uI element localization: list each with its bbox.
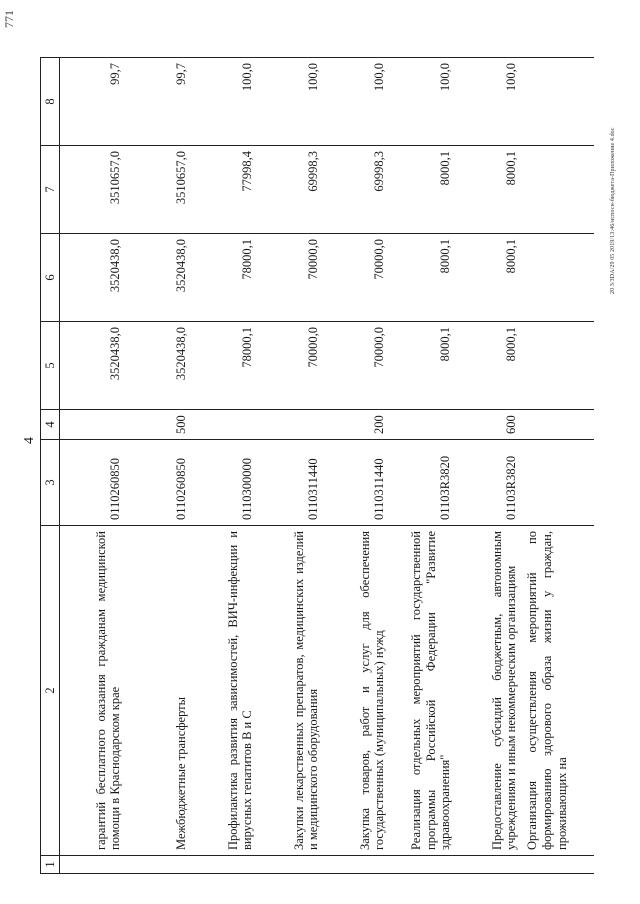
cell-expense-type: 500 — [126, 410, 192, 440]
table-row — [258, 58, 324, 874]
cell-amount-revised: 8000,1 — [390, 234, 456, 322]
table-header-row — [41, 58, 60, 874]
cell-amount-planned: 70000,0 — [324, 322, 390, 410]
table-row — [60, 58, 127, 874]
cell-index — [390, 856, 456, 874]
cell-index — [126, 856, 192, 874]
cell-amount-revised: 70000,0 — [258, 234, 324, 322]
page-number: 4 — [22, 437, 37, 444]
table-row — [522, 58, 594, 874]
cell-amount-executed — [522, 146, 594, 234]
cell-index — [258, 856, 324, 874]
cell-percent-executed: 100,0 — [192, 58, 258, 146]
cell-target-code — [522, 440, 594, 526]
cell-expense-type — [258, 410, 324, 440]
cell-amount-executed: 3510657,0 — [126, 146, 192, 234]
cell-amount-revised: 70000,0 — [324, 234, 390, 322]
table-row — [126, 58, 192, 874]
column-header: 6 — [41, 234, 60, 322]
cell-percent-executed: 100,0 — [324, 58, 390, 146]
cell-expense-type — [60, 410, 127, 440]
cell-expense-type — [192, 410, 258, 440]
cell-amount-planned: 3520438,0 — [126, 322, 192, 410]
cell-amount-planned: 70000,0 — [258, 322, 324, 410]
cell-amount-executed: 69998,3 — [258, 146, 324, 234]
column-header: 1 — [41, 856, 60, 874]
file-footer: 20 3/3DA/29 05 2019/13:46/испосн-бюджета-Приложение 4.doc — [610, 127, 616, 294]
cell-target-code: 0110260850 — [126, 440, 192, 526]
cell-amount-executed: 8000,1 — [390, 146, 456, 234]
cell-target-code: 01103R3820 — [456, 440, 522, 526]
cell-amount-planned: 8000,1 — [456, 322, 522, 410]
corner-mark: 771 — [2, 10, 16, 28]
cell-target-code: 0110311440 — [324, 440, 390, 526]
cell-expense-type — [390, 410, 456, 440]
column-header: 8 — [41, 58, 60, 146]
cell-percent-executed: 99,7 — [60, 58, 127, 146]
cell-percent-executed: 99,7 — [126, 58, 192, 146]
cell-index — [522, 856, 594, 874]
cell-amount-executed: 3510657,0 — [60, 146, 127, 234]
cell-amount-executed: 77998,4 — [192, 146, 258, 234]
column-header: 3 — [41, 440, 60, 526]
cell-amount-revised: 3520438,0 — [60, 234, 127, 322]
table-row — [192, 58, 258, 874]
cell-amount-revised: 8000,1 — [456, 234, 522, 322]
column-header: 5 — [41, 322, 60, 410]
cell-amount-revised — [522, 234, 594, 322]
cell-percent-executed: 100,0 — [456, 58, 522, 146]
cell-expense-type: 200 — [324, 410, 390, 440]
cell-name: Закупка товаров, работ и услуг для обеспечения государственных (муниципальных) нужд — [324, 526, 390, 856]
cell-amount-executed: 69998,3 — [324, 146, 390, 234]
cell-amount-revised: 78000,1 — [192, 234, 258, 322]
cell-amount-planned: 8000,1 — [390, 322, 456, 410]
cell-amount-planned: 78000,1 — [192, 322, 258, 410]
cell-expense-type — [522, 410, 594, 440]
cell-name: Предоставление субсидий бюджетным, автономным учреждениям и иным некоммерческим организациям — [456, 526, 522, 856]
column-header: 4 — [41, 410, 60, 440]
cell-percent-executed: 100,0 — [258, 58, 324, 146]
cell-percent-executed: 100,0 — [390, 58, 456, 146]
cell-index — [60, 856, 127, 874]
cell-name: Профилактика развития зависимостей, ВИЧ-инфекции и вирусных гепатитов В и С — [192, 526, 258, 856]
cell-name: Закупки лекарственных препаратов, медицинских изделий и медицинского оборудования — [258, 526, 324, 856]
table-row — [390, 58, 456, 874]
cell-index — [456, 856, 522, 874]
cell-percent-executed — [522, 58, 594, 146]
cell-expense-type: 600 — [456, 410, 522, 440]
table-row — [324, 58, 390, 874]
cell-name: Реализация отдельных мероприятий государственной программы Российской Федерации "Развитие здравоохранения" — [390, 526, 456, 856]
cell-name: Межбюджетные трансферты — [126, 526, 192, 856]
budget-table — [40, 57, 594, 874]
table-row — [456, 58, 522, 874]
cell-target-code: 0110300000 — [192, 440, 258, 526]
cell-name: гарантий бесплатного оказания гражданам медицинской помощи в Краснодарском крае — [60, 526, 127, 856]
cell-amount-planned: 3520438,0 — [60, 322, 127, 410]
cell-index — [324, 856, 390, 874]
cell-index — [192, 856, 258, 874]
column-header: 7 — [41, 146, 60, 234]
column-header: 2 — [41, 526, 60, 856]
cell-target-code: 01103R3820 — [390, 440, 456, 526]
cell-amount-planned — [522, 322, 594, 410]
cell-amount-revised: 3520438,0 — [126, 234, 192, 322]
cell-target-code: 0110260850 — [60, 440, 127, 526]
cell-amount-executed: 8000,1 — [456, 146, 522, 234]
cell-target-code: 0110311440 — [258, 440, 324, 526]
cell-name: Организация осуществления мероприятий по формированию здорового образа жизни у граждан, проживающих на — [522, 526, 594, 856]
